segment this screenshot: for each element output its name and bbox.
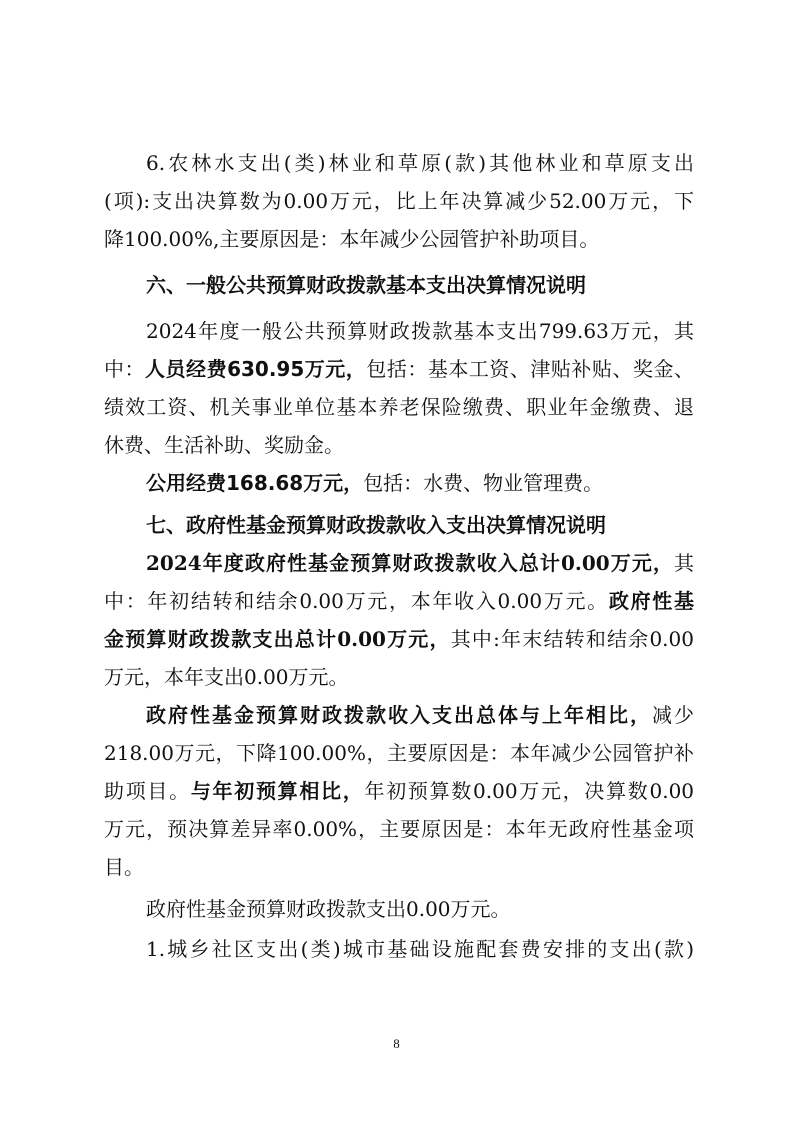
text-run: 其 bbox=[674, 551, 694, 575]
heading-text: 七、政府性基金预算财政拨款收入支出决算情况说明 bbox=[146, 513, 606, 537]
text-run: 减少 bbox=[652, 703, 694, 727]
text-line: (项):支出决算数为0.00万元，比上年决算减少52.00万元，下 bbox=[104, 189, 694, 213]
text-run: 包括：水费、物业管理费。 bbox=[363, 471, 604, 495]
text-line: 1.城乡社区支出(类)城市基础设施配套费安排的支出(款) bbox=[146, 937, 694, 961]
text-line: 218.00万元，下降100.00%，主要原因是：本年减少公园管护补 bbox=[104, 741, 694, 765]
text-run: 年初预算数0.00万元，决算数0.00 bbox=[364, 779, 695, 803]
text-line: 万元，本年支出0.00万元。 bbox=[104, 665, 349, 689]
text-run: 中： bbox=[104, 357, 146, 381]
text-line bbox=[104, 620, 694, 658]
text-run: 其中:年末结转和结余0.00 bbox=[450, 627, 694, 651]
text-line: 6.农林水支出(类)林业和草原(款)其他林业和草原支出 bbox=[146, 151, 694, 175]
text-line: 2024年度一般公共预算财政拨款基本支出799.63万元，其 bbox=[146, 319, 694, 343]
text-line bbox=[104, 464, 694, 502]
paragraph-urban-community bbox=[104, 930, 694, 968]
text-run: 中：年初结转和结余0.00万元，本年收入0.00万元。 bbox=[104, 589, 609, 613]
bold-run: 公用经费168.68万元， bbox=[146, 471, 364, 495]
section-heading-7 bbox=[104, 506, 694, 544]
text-line bbox=[104, 696, 694, 734]
page-number: 8 bbox=[393, 1036, 400, 1051]
text-line bbox=[104, 772, 694, 810]
paragraph-basic-expense bbox=[104, 312, 694, 464]
text-run: 助项目。 bbox=[104, 779, 191, 803]
paragraph-fund-expense bbox=[104, 890, 694, 928]
text-line bbox=[104, 544, 694, 582]
paragraph-forestry-expense bbox=[104, 144, 694, 258]
section-heading-6 bbox=[104, 266, 694, 304]
bold-run: 2024年度政府性基金预算财政拨款收入总计0.00万元， bbox=[146, 551, 674, 575]
bold-run: 与年初预算相比， bbox=[190, 779, 365, 803]
text-line: 休费、生活补助、奖励金。 bbox=[104, 433, 344, 457]
text-line: 目。 bbox=[104, 855, 144, 879]
paragraph-fund-comparison bbox=[104, 696, 694, 886]
text-line: 绩效工资、机关事业单位基本养老保险缴费、职业年金缴费、退 bbox=[104, 395, 694, 419]
bold-run: 人员经费630.95万元， bbox=[145, 357, 367, 381]
text-line: 万元，预决算差异率0.00%，主要原因是：本年无政府性基金项 bbox=[104, 817, 694, 841]
heading-text: 六、一般公共预算财政拨款基本支出决算情况说明 bbox=[146, 273, 586, 297]
bold-run: 政府性基金预算财政拨款收入支出总体与上年相比， bbox=[146, 703, 652, 727]
paragraph-fund-budget bbox=[104, 544, 694, 696]
text-line bbox=[104, 350, 694, 388]
text-line bbox=[104, 582, 694, 620]
bold-run: 金预算财政拨款支出总计0.00万元， bbox=[104, 627, 451, 651]
bold-run: 政府性基 bbox=[608, 589, 695, 613]
text-run: 包括：基本工资、津贴补贴、奖金、 bbox=[366, 357, 694, 381]
paragraph-public-expense bbox=[104, 464, 694, 502]
text-line: 政府性基金预算财政拨款支出0.00万元。 bbox=[146, 897, 511, 921]
text-line: 降100.00%,主要原因是：本年减少公园管护补助项目。 bbox=[104, 227, 600, 251]
